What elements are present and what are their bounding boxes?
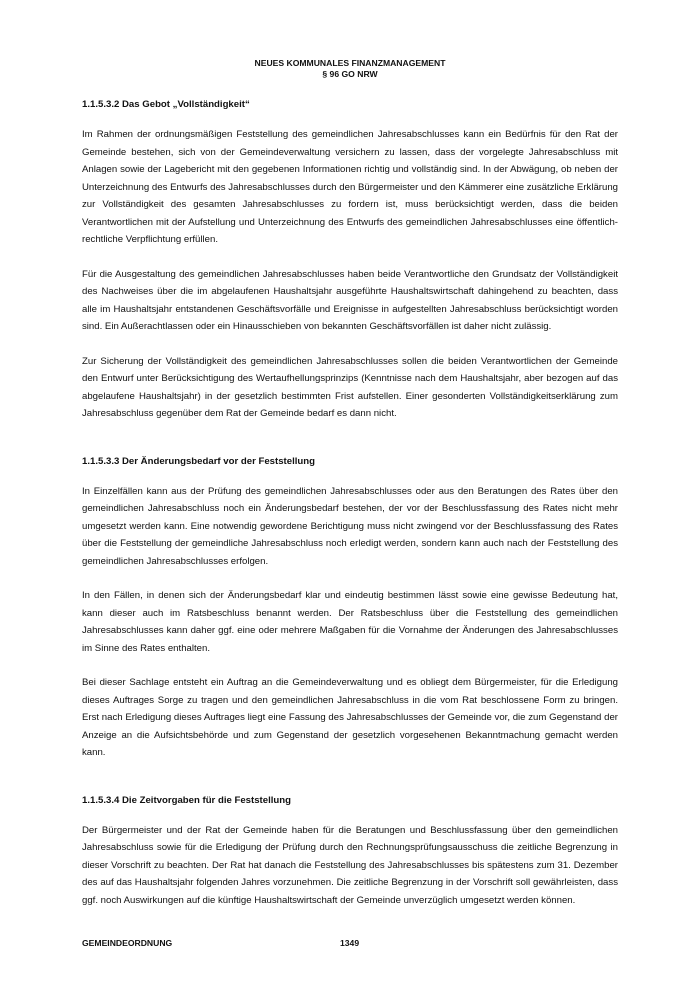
paragraph: Zur Sicherung der Vollständigkeit des gemeindlichen Jahresabschlusses sollen die beiden Verantwortlichen der Gemeinde den Entwurf unter Berücksichtigung des Wertaufhellungsprinzips (Kenntnisse nach dem Haushaltsjahr, aber bezogen auf das abgelaufene Haushaltsjahr) in der gesetzlich bestimmten Frist aufstellen. Einer gesonderten Vollständigkeitserklärung zum Jahresabschluss gegenüber dem Rat der Gemeinde bedarf es dann nicht. [82, 355, 618, 419]
header-paragraph-ref: § 96 GO NRW [322, 69, 378, 79]
section-aenderungsbedarf [82, 455, 618, 762]
paragraph: Im Rahmen der ordnungsmäßigen Feststellung des gemeindlichen Jahresabschlusses kann ein Bedürfnis für den Rat der Gemeinde bestehen, sich von der Gemeindeverwaltung versichern zu lassen, dass der vorgelegte Jahresabschluss mit Anlagen sowie der Lagebericht mit den gegebenen Informationen richtig und vollständig sind. In der Abwägung, ob neben der Unterzeichnung des Entwurfs des Jahresabschlusses durch den Bürgermeister und den Kämmerer eine zusätzliche Erklärung zur Vollständigkeit des gesamten Jahresabschlusses zu fordern ist, muss berücksichtigt werden, dass die beiden Verantwortlichen mit der Aufstellung und Unterzeichnung des Entwurfs des gemeindlichen Jahresabschlusses eine öffentlich-rechtliche Verpflichtung erfüllen. [82, 129, 618, 245]
section-vollstaendigkeit [82, 98, 618, 423]
page-header [0, 58, 700, 80]
paragraph: Der Bürgermeister und der Rat der Gemeinde haben für die Beratungen und Beschlussfassung über den gemeindlichen Jahresabschluss sowie für die Erledigung der Prüfung durch den Rechnungsprüfungsausschuss die zeitliche Begrenzung in dieser Vorschrift zu beachten. Der Rat hat danach die Feststellung des Jahresabschlusses bis spätestens zum 31. Dezember des auf das Haushaltsjahr folgenden Jahres vorzunehmen. Die zeitliche Begrenzung in der Vorschrift soll gewährleisten, dass ggf. noch Auswirkungen auf die künftige Haushaltswirtschaft der Gemeinde unverzüglich umgesetzt werden können. [82, 824, 618, 906]
header-title: NEUES KOMMUNALES FINANZMANAGEMENT [254, 58, 446, 68]
paragraph: In Einzelfällen kann aus der Prüfung des gemeindlichen Jahresabschlusses oder aus den Beratungen des Rates über den gemeindlichen Jahresabschluss noch ein Änderungsbedarf bestehen, der vor der Beschlussfassung des Rates nicht mehr umgesetzt werden kann. Eine notwendig gewordene Berichtigung muss nicht zwingend vor der Beschlussfassung des Rates über die Feststellung der gemeindliche Jahresabschluss noch erledigt werden, sondern kann auch nach der Feststellung des gemeindlichen Jahresabschlusses erfolgen. [82, 485, 618, 567]
paragraph: In den Fällen, in denen sich der Änderungsbedarf klar und eindeutig bestimmen lässt sowie eine gewisse Bedeutung hat, kann dieser auch im Ratsbeschluss benannt werden. Der Ratsbeschluss über die Feststellung des gemeindlichen Jahresabschlusses kann daher ggf. eine oder mehrere Maßgaben für die Vornahme der Änderungen des Jahresabschlusses im Sinne des Rates enthalten. [82, 590, 618, 654]
page-number: 1349 [340, 938, 360, 948]
section-heading: 1.1.5.3.2 Das Gebot „Vollständigkeit“ [82, 99, 250, 110]
section-heading: 1.1.5.3.4 Die Zeitvorgaben für die Feststellung [82, 794, 291, 806]
paragraph: Bei dieser Sachlage entsteht ein Auftrag an die Gemeindeverwaltung und es obliegt dem Bürgermeister, für die Erledigung dieses Auftrages Sorge zu tragen und den gemeindlichen Jahresabschluss in die vom Rat beschlossene Form zu bringen. Erst nach Erledigung dieses Auftrages liegt eine Fassung des Jahresabschlusses der Gemeinde vor, die zum Gegenstand der Anzeige an die Aufsichtsbehörde und zum Gegenstand der gesetzlich vorgesehenen Bekanntmachung gemacht werden kann. [82, 677, 618, 758]
section-heading: 1.1.5.3.3 Der Änderungsbedarf vor der Feststellung [82, 455, 315, 467]
section-zeitvorgaben [82, 794, 618, 910]
paragraph: Für die Ausgestaltung des gemeindlichen Jahresabschlusses haben beide Verantwortliche den Grundsatz der Vollständigkeit des Nachweises über die im abgelaufenen Haushaltsjahr ausgeführte Haushaltswirtschaft dahingehend zu beachten, dass alle im Haushaltsjahr entstandenen Geschäftsvorfälle und Ereignisse in aufgestellten Jahresabschluss berücksichtigt worden sind. Ein Außerachtlassen oder ein Hinausschieben von bekannten Geschäftsvorfällen ist daher nicht zulässig. [82, 268, 618, 332]
document-body [82, 98, 618, 909]
footer-document-title: GEMEINDEORDNUNG [82, 938, 173, 948]
